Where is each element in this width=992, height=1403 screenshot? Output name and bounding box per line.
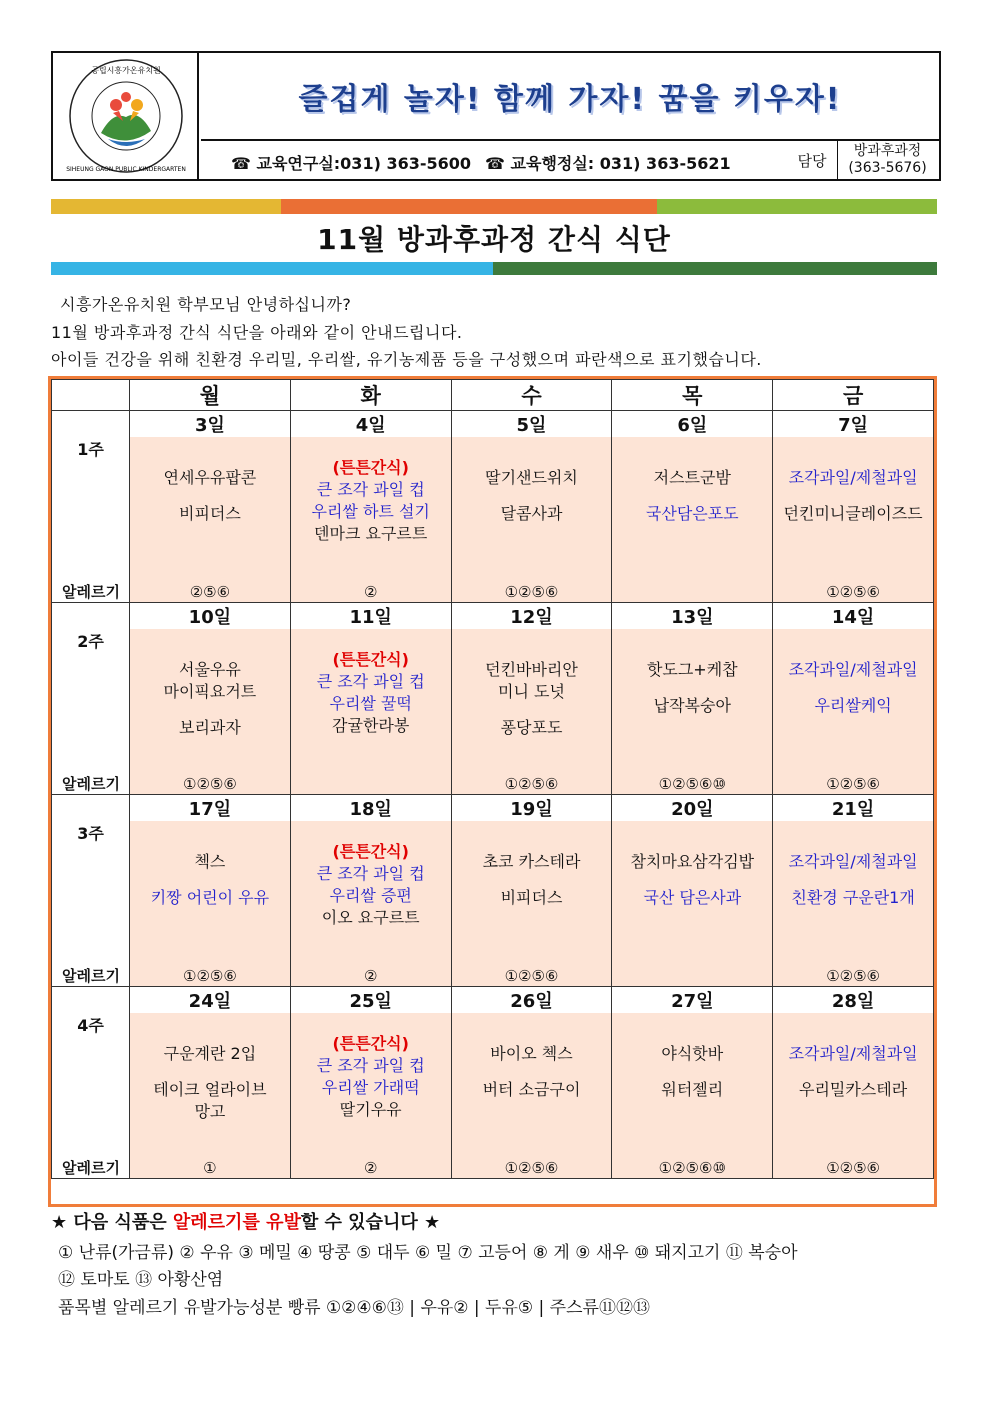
date-cell: 5일 xyxy=(451,411,612,438)
menu-item: 보리과자 xyxy=(178,718,241,737)
menu-item: 초코 카스테라 xyxy=(482,852,581,871)
week-label: 4주 xyxy=(52,1013,130,1157)
menu-item: 딸기샌드위치 xyxy=(485,468,578,487)
menu-cell xyxy=(290,821,451,965)
menu-item: 우리쌀 증편 xyxy=(329,886,412,905)
menu-item: 큰 조각 과일 컵 xyxy=(316,1056,425,1075)
menu-item: 딸기우유 xyxy=(339,1100,402,1119)
menu-item: 망고 xyxy=(194,1102,226,1121)
allergy-codes: ①②⑤⑥ xyxy=(451,965,612,987)
manager-label: 담당 xyxy=(797,151,827,170)
week-label-spacer xyxy=(52,603,130,630)
allergy-codes: ①②⑤⑥ xyxy=(130,965,291,987)
page-title: 11월 방과후과정 간식 식단 xyxy=(317,223,671,256)
allergy-codes: ① xyxy=(130,1157,291,1179)
date-cell: 13일 xyxy=(612,603,773,630)
menu-row xyxy=(52,437,934,581)
menu-item: 마이픽요거트 xyxy=(163,682,257,701)
logo-lettering: 공립시흥가온유치원 xyxy=(91,66,161,75)
week-label: 3주 xyxy=(52,821,130,965)
allergy-label: 알레르기 xyxy=(52,581,130,603)
menu-cell xyxy=(130,1013,291,1157)
slogan-banner: 즐겁게 놀자! 함께 가자! 꿈을 키우자! xyxy=(298,82,842,117)
menu-cell xyxy=(612,1013,773,1157)
top-bar-green xyxy=(657,199,937,214)
date-cell: 21일 xyxy=(773,795,934,822)
weekday-header-row xyxy=(52,380,934,411)
menu-item: 비피더스 xyxy=(500,888,563,907)
menu-cell xyxy=(290,1013,451,1157)
sturdy-snack-label: (튼튼간식) xyxy=(332,458,409,477)
week-label-spacer xyxy=(52,987,130,1014)
intro-eco-note: 아이들 건강을 위해 친환경 우리밀, 우리쌀, 유기농제품 등을 구성했으며 파란색으로 표기했습니다. xyxy=(51,350,762,369)
menu-item: 납작복숭아 xyxy=(653,696,731,715)
allergy-row xyxy=(52,773,934,795)
week-label-spacer xyxy=(52,411,130,438)
menu-item: 서울우유 xyxy=(178,660,241,679)
menu-item: 저스트군밤 xyxy=(653,468,731,487)
week-label-spacer xyxy=(52,795,130,822)
menu-item: 연세우유팝콘 xyxy=(163,468,257,487)
day-header: 금 xyxy=(773,380,934,411)
allergy-codes xyxy=(290,773,451,795)
day-header: 화 xyxy=(290,380,451,411)
menu-item: 국산 담은사과 xyxy=(643,888,742,907)
menu-cell xyxy=(451,629,612,773)
allergy-codes: ①②⑤⑥ xyxy=(451,773,612,795)
contact-row xyxy=(201,139,939,179)
menu-cell xyxy=(612,437,773,581)
allergy-codes xyxy=(612,581,773,603)
menu-item: 조각과일/제철과일 xyxy=(788,852,918,871)
date-row xyxy=(52,795,934,822)
menu-item: 이오 요구르트 xyxy=(321,908,420,927)
date-row xyxy=(52,603,934,630)
menu-item: 국산담은포도 xyxy=(645,504,739,523)
allergy-codes: ② xyxy=(290,1157,451,1179)
menu-item: 던킨바바리안 xyxy=(485,660,578,679)
date-cell: 25일 xyxy=(290,987,451,1014)
menu-item: 버터 소금구이 xyxy=(482,1080,581,1099)
allergy-codes: ①②⑤⑥ xyxy=(773,581,934,603)
allergy-row xyxy=(52,1157,934,1179)
menu-item: 우리쌀 꿀떡 xyxy=(329,694,412,713)
menu-cell xyxy=(612,821,773,965)
menu-item: 야식핫바 xyxy=(661,1044,724,1063)
menu-row xyxy=(52,1013,934,1157)
allergy-codes: ①②⑤⑥⑩ xyxy=(612,1157,773,1179)
corner-cell xyxy=(52,380,130,411)
menu-item: 조각과일/제철과일 xyxy=(788,468,918,487)
allergy-codes: ①②⑤⑥⑩ xyxy=(612,773,773,795)
menu-cell xyxy=(451,821,612,965)
menu-item: 우리밀카스테라 xyxy=(798,1080,908,1099)
menu-item: 감귤한라봉 xyxy=(332,716,410,735)
allergen-by-item: 품목별 알레르기 유발가능성분 빵류 ①②④⑥⑬ | 우유② | 두유⑤ | 주스류⑪⑫⑬ xyxy=(58,1298,650,1318)
kindergarten-logo xyxy=(53,53,199,179)
top-bar-orange xyxy=(281,199,657,214)
menu-row xyxy=(52,629,934,773)
menu-item: 큰 조각 과일 컵 xyxy=(316,672,425,691)
menu-item: 조각과일/제철과일 xyxy=(788,1044,918,1063)
top-bar-yellow xyxy=(51,199,281,214)
manager-dept: 방과후과정 xyxy=(853,143,922,159)
allergy-codes: ①②⑤⑥ xyxy=(130,773,291,795)
menu-cell xyxy=(773,629,934,773)
snack-menu-table xyxy=(48,376,937,1207)
menu-item: 던킨미니글레이즈드 xyxy=(783,504,923,523)
allergy-codes: ①②⑤⑥ xyxy=(773,965,934,987)
contact-info xyxy=(231,151,731,174)
allergy-label: 알레르기 xyxy=(52,773,130,795)
day-header: 목 xyxy=(612,380,773,411)
date-cell: 17일 xyxy=(130,795,291,822)
menu-item: 조각과일/제철과일 xyxy=(788,660,918,679)
date-cell: 6일 xyxy=(612,411,773,438)
menu-cell xyxy=(773,437,934,581)
date-cell: 10일 xyxy=(130,603,291,630)
menu-item: 큰 조각 과일 컵 xyxy=(316,480,425,499)
allergy-notice-heading: ★ 다음 식품은 알레르기를 유발할 수 있습니다 ★ xyxy=(51,1212,441,1233)
allergy-codes: ①②⑤⑥ xyxy=(773,773,934,795)
menu-item: 첵스 xyxy=(194,852,226,871)
menu-cell xyxy=(130,629,291,773)
menu-cell xyxy=(451,437,612,581)
week-label: 1주 xyxy=(52,437,130,581)
allergen-list-line2: ⑫ 토마토 ⑬ 아황산염 xyxy=(58,1270,224,1290)
sturdy-snack-label: (튼튼간식) xyxy=(332,842,409,861)
date-cell: 7일 xyxy=(773,411,934,438)
allergen-list-line1: ① 난류(가금류) ② 우유 ③ 메밀 ④ 땅콩 ⑤ 대두 ⑥ 밀 ⑦ 고등어 ⑧ 게 ⑨ 새우 ⑩ 돼지고기 ⑪ 복숭아 xyxy=(58,1243,798,1263)
allergy-row xyxy=(52,965,934,987)
date-cell: 18일 xyxy=(290,795,451,822)
admin-office-phone: ☎ 교육행정실: 031) 363-5621 xyxy=(485,154,731,173)
menu-item: 친환경 구운란1개 xyxy=(791,888,915,907)
menu-item: 테이크 얼라이브 xyxy=(153,1080,267,1099)
menu-row xyxy=(52,821,934,965)
menu-cell xyxy=(290,629,451,773)
menu-item: 워터젤리 xyxy=(661,1080,724,1099)
date-cell: 19일 xyxy=(451,795,612,822)
intro-greeting: 시흥가온유치원 학부모님 안녕하십니까? xyxy=(60,295,352,314)
date-cell: 4일 xyxy=(290,411,451,438)
menu-item: 구운계란 2입 xyxy=(163,1044,257,1063)
date-cell: 14일 xyxy=(773,603,934,630)
date-row xyxy=(52,987,934,1014)
menu-cell xyxy=(612,629,773,773)
date-cell: 26일 xyxy=(451,987,612,1014)
menu-item: 덴마크 요구르트 xyxy=(314,524,428,543)
menu-cell xyxy=(451,1013,612,1157)
menu-item: 바이오 첵스 xyxy=(490,1044,573,1063)
menu-item: 우리쌀케익 xyxy=(814,696,892,715)
allergy-codes: ①②⑤⑥ xyxy=(773,1157,934,1179)
date-cell: 20일 xyxy=(612,795,773,822)
menu-item: 우리쌀 가래떡 xyxy=(321,1078,420,1097)
date-cell: 3일 xyxy=(130,411,291,438)
menu-cell xyxy=(773,1013,934,1157)
menu-item: 우리쌀 하트 설기 xyxy=(311,502,430,521)
allergy-codes: ②⑤⑥ xyxy=(130,581,291,603)
day-header: 수 xyxy=(451,380,612,411)
menu-item: 키짱 어린이 우유 xyxy=(150,888,270,907)
sturdy-snack-label: (튼튼간식) xyxy=(332,1034,409,1053)
allergy-codes: ② xyxy=(290,581,451,603)
date-row xyxy=(52,411,934,438)
menu-item: 달콤사과 xyxy=(500,504,563,523)
menu-item: 참치마요삼각김밥 xyxy=(630,852,755,871)
allergy-codes xyxy=(612,965,773,987)
svg-text:SIHEUNG GAON PUBLIC KINDERGART: SIHEUNG GAON PUBLIC KINDERGARTEN xyxy=(66,166,186,173)
date-cell: 27일 xyxy=(612,987,773,1014)
menu-cell xyxy=(773,821,934,965)
bottom-bar-darkgreen xyxy=(493,262,937,275)
menu-item: 큰 조각 과일 컵 xyxy=(316,864,425,883)
bottom-bar-blue xyxy=(51,262,493,275)
date-cell: 24일 xyxy=(130,987,291,1014)
menu-item: 미니 도넛 xyxy=(498,682,565,701)
menu-item: 핫도그+케찹 xyxy=(646,660,738,679)
allergy-codes: ①②⑤⑥ xyxy=(451,1157,612,1179)
date-cell: 12일 xyxy=(451,603,612,630)
menu-cell xyxy=(130,821,291,965)
allergy-label: 알레르기 xyxy=(52,1157,130,1179)
allergy-codes: ② xyxy=(290,965,451,987)
header-box xyxy=(51,51,941,181)
allergy-highlight: 알레르기를 유발 xyxy=(172,1212,301,1233)
allergy-label: 알레르기 xyxy=(52,965,130,987)
menu-cell xyxy=(290,437,451,581)
intro-notice: 11월 방과후과정 간식 식단을 아래와 같이 안내드립니다. xyxy=(51,323,463,342)
allergy-codes: ①②⑤⑥ xyxy=(451,581,612,603)
date-cell: 28일 xyxy=(773,987,934,1014)
date-cell: 11일 xyxy=(290,603,451,630)
menu-item: 퐁당포도 xyxy=(500,718,563,737)
allergy-row xyxy=(52,581,934,603)
week-label: 2주 xyxy=(52,629,130,773)
sturdy-snack-label: (튼튼간식) xyxy=(332,650,409,669)
manager-contact xyxy=(837,141,937,179)
logo-emblem-icon xyxy=(53,53,199,179)
menu-cell xyxy=(130,437,291,581)
research-office-phone: ☎ 교육연구실:031) 363-5600 xyxy=(231,154,472,173)
menu-item: 비피더스 xyxy=(178,504,241,523)
manager-phone: (363-5676) xyxy=(848,160,927,176)
day-header: 월 xyxy=(130,380,291,411)
